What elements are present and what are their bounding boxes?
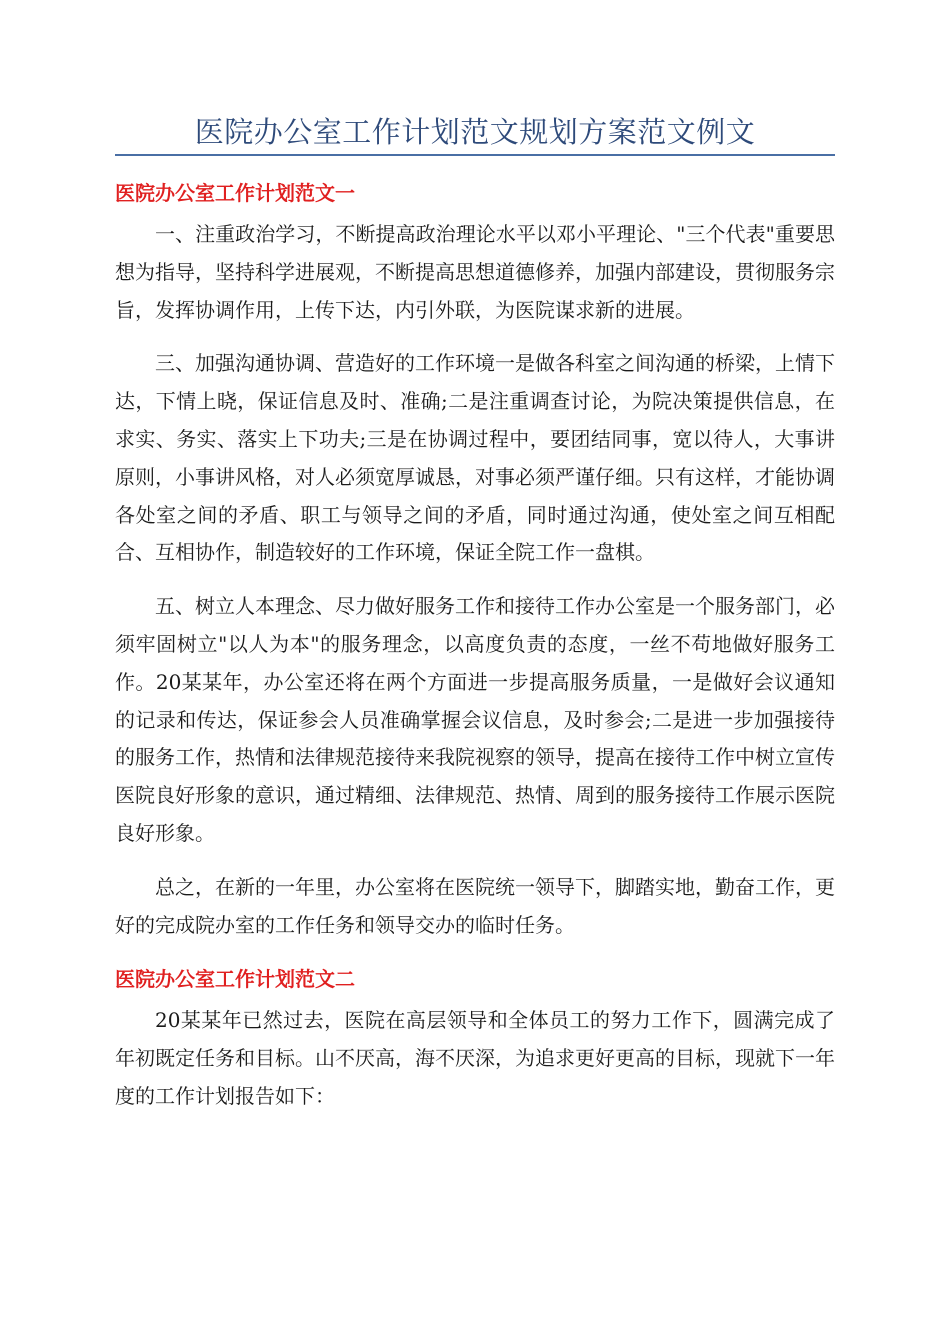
paragraph: 五、树立人本理念、尽力做好服务工作和接待工作办公室是一个服务部门，必须牢固树立"以人为本"的服务理念，以高度负责的态度，一丝不苟地做好服务工作。20某某年，办公室还将在两个方面进一步提高服务质量，一是做好会议通知的记录和传达，保证参会人员准确掌握会议信息，及时参会;二是进一步加强接待的服务工作，热情和法律规范接待来我院视察的领导，提高在接待工作中树立宣传医院良好形象的意识，通过精细、法律规范、热情、周到的服务接待工作展示医院良好形象。: [115, 594, 835, 845]
document-body: [115, 174, 835, 1132]
paragraph: 总之，在新的一年里，办公室将在医院统一领导下，脚踏实地，勤奋工作，更好的完成院办室的工作任务和领导交办的临时任务。: [115, 874, 835, 937]
title-underline: [115, 154, 835, 156]
section-heading-2: 医院办公室工作计划范文二: [115, 967, 355, 992]
paragraph: 三、加强沟通协调、营造好的工作环境一是做各科室之间沟通的桥梁，上情下达，下情上晓，保证信息及时、准确;二是注重调查讨论，为院决策提供信息，在求实、务实、落实上下功夫;三是在协调过程中，要团结同事，宽以待人，大事讲原则，小事讲风格，对人必须宽厚诚恳，对事必须严谨仔细。只有这样，才能协调各处室之间的矛盾、职工与领导之间的矛盾，同时通过沟通，使处室之间互相配合、互相协作，制造较好的工作环境，保证全院工作一盘棋。: [115, 351, 835, 565]
document-title: 医院办公室工作计划范文规划方案范文例文: [194, 115, 756, 149]
paragraph: 一、注重政治学习，不断提高政治理论水平以邓小平理论、"三个代表"重要思想为指导，坚持科学进展观，不断提高思想道德修养，加强内部建设，贯彻服务宗旨，发挥协调作用，上传下达，内引外联，为医院谋求新的进展。: [115, 222, 835, 322]
section-heading-1: 医院办公室工作计划范文一: [115, 181, 355, 205]
paragraph: 20某某年已然过去，医院在高层领导和全体员工的努力工作下，圆满完成了年初既定任务和目标。山不厌高，海不厌深，为追求更好更高的目标，现就下一年度的工作计划报告如下：: [115, 1008, 835, 1108]
